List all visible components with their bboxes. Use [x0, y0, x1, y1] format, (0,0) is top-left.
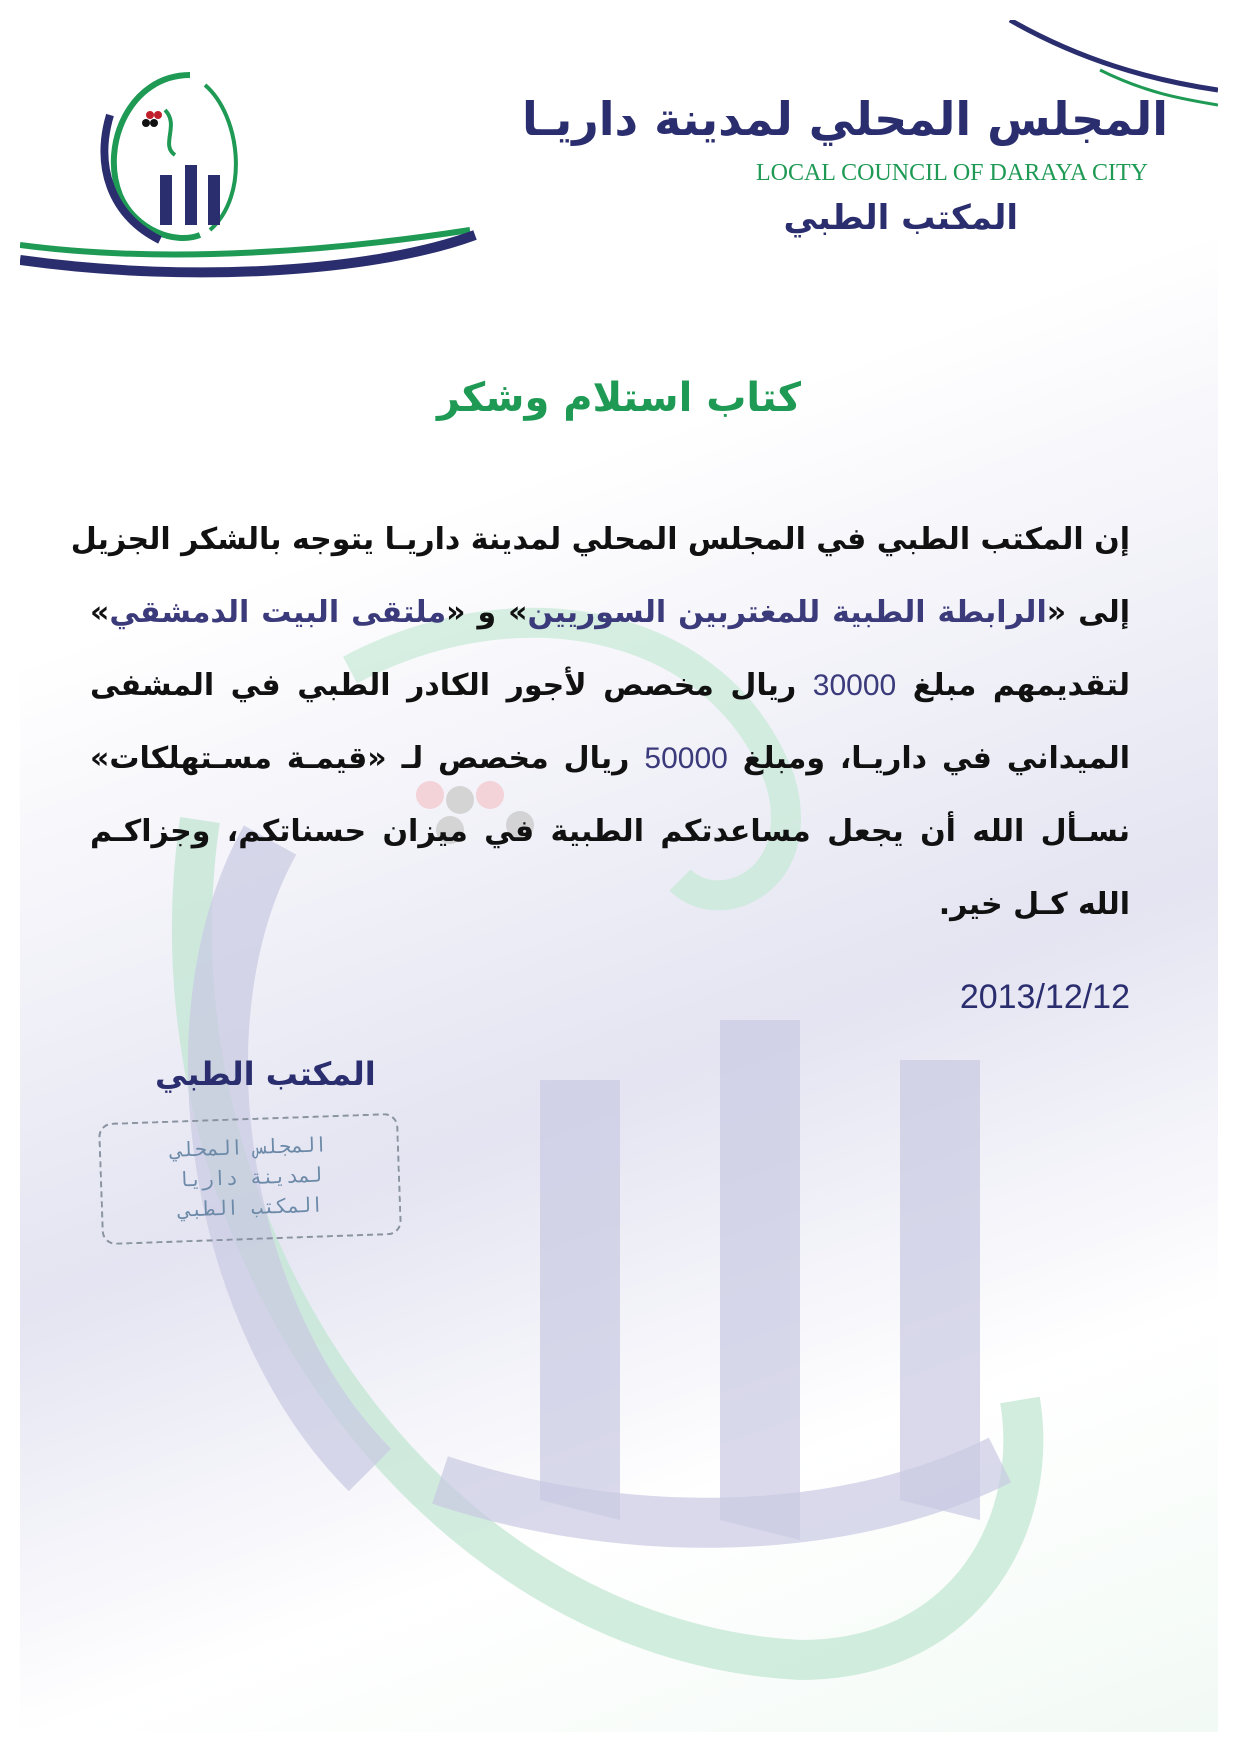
daraya-logo [90, 55, 270, 255]
body-text: إن المكتب الطبي في المجلس المحلي لمدينة داريـا يتوجه بالشكر الجزيل [70, 522, 1130, 557]
body-line [70, 515, 1130, 588]
body-text: نسـأل الله أن يجعل مساعدتكم الطبية في ميزان حسناتكم، وجزاكـم [90, 814, 1130, 849]
letter-body [70, 515, 1131, 953]
organization-name: الرابطة الطبية للمغتربين السوريين [527, 595, 1047, 630]
stamp-line: المكتب الطبي [178, 1192, 324, 1222]
department-name: المكتب الطبي [783, 198, 1018, 238]
body-line [90, 807, 1130, 880]
body-text: الله كـل خير. [938, 887, 1130, 922]
body-text: » و « [446, 595, 528, 630]
body-text: لتقديمهم مبلغ [896, 668, 1130, 703]
body-line [90, 588, 1130, 661]
official-stamp [98, 1113, 402, 1245]
body-text: إلى « [1046, 595, 1131, 630]
body-text: ريال مخصص لأجور الكادر الطبي في المشفى [90, 668, 813, 703]
letter-date: 2013/12/12 [959, 978, 1130, 1016]
body-text: الميداني في داريـا، ومبلغ [727, 741, 1130, 776]
body-line [90, 880, 1130, 953]
stamp-line: المجلس المحلي [170, 1132, 328, 1162]
body-text: » [90, 595, 110, 630]
council-name-english: LOCAL COUNCIL OF DARAYA CITY [755, 160, 1148, 186]
body-text: ريال مخصص لـ «قيمـة مسـتهلكات» [90, 741, 645, 776]
letter-page [20, 20, 1218, 1732]
organization-name: ملتقى البيت الدمشقي [109, 595, 447, 630]
body-line [90, 734, 1130, 807]
document-title: كتاب استلام وشكر [436, 375, 802, 421]
amount: 50000 [644, 742, 728, 775]
amount: 30000 [812, 669, 897, 702]
body-line [90, 661, 1130, 734]
signature: المكتب الطبي [155, 1055, 376, 1093]
council-name-arabic: المجلس المحلي لمدينة داريـا [522, 92, 1168, 146]
stamp-line: لمدينة داريا [177, 1162, 323, 1192]
